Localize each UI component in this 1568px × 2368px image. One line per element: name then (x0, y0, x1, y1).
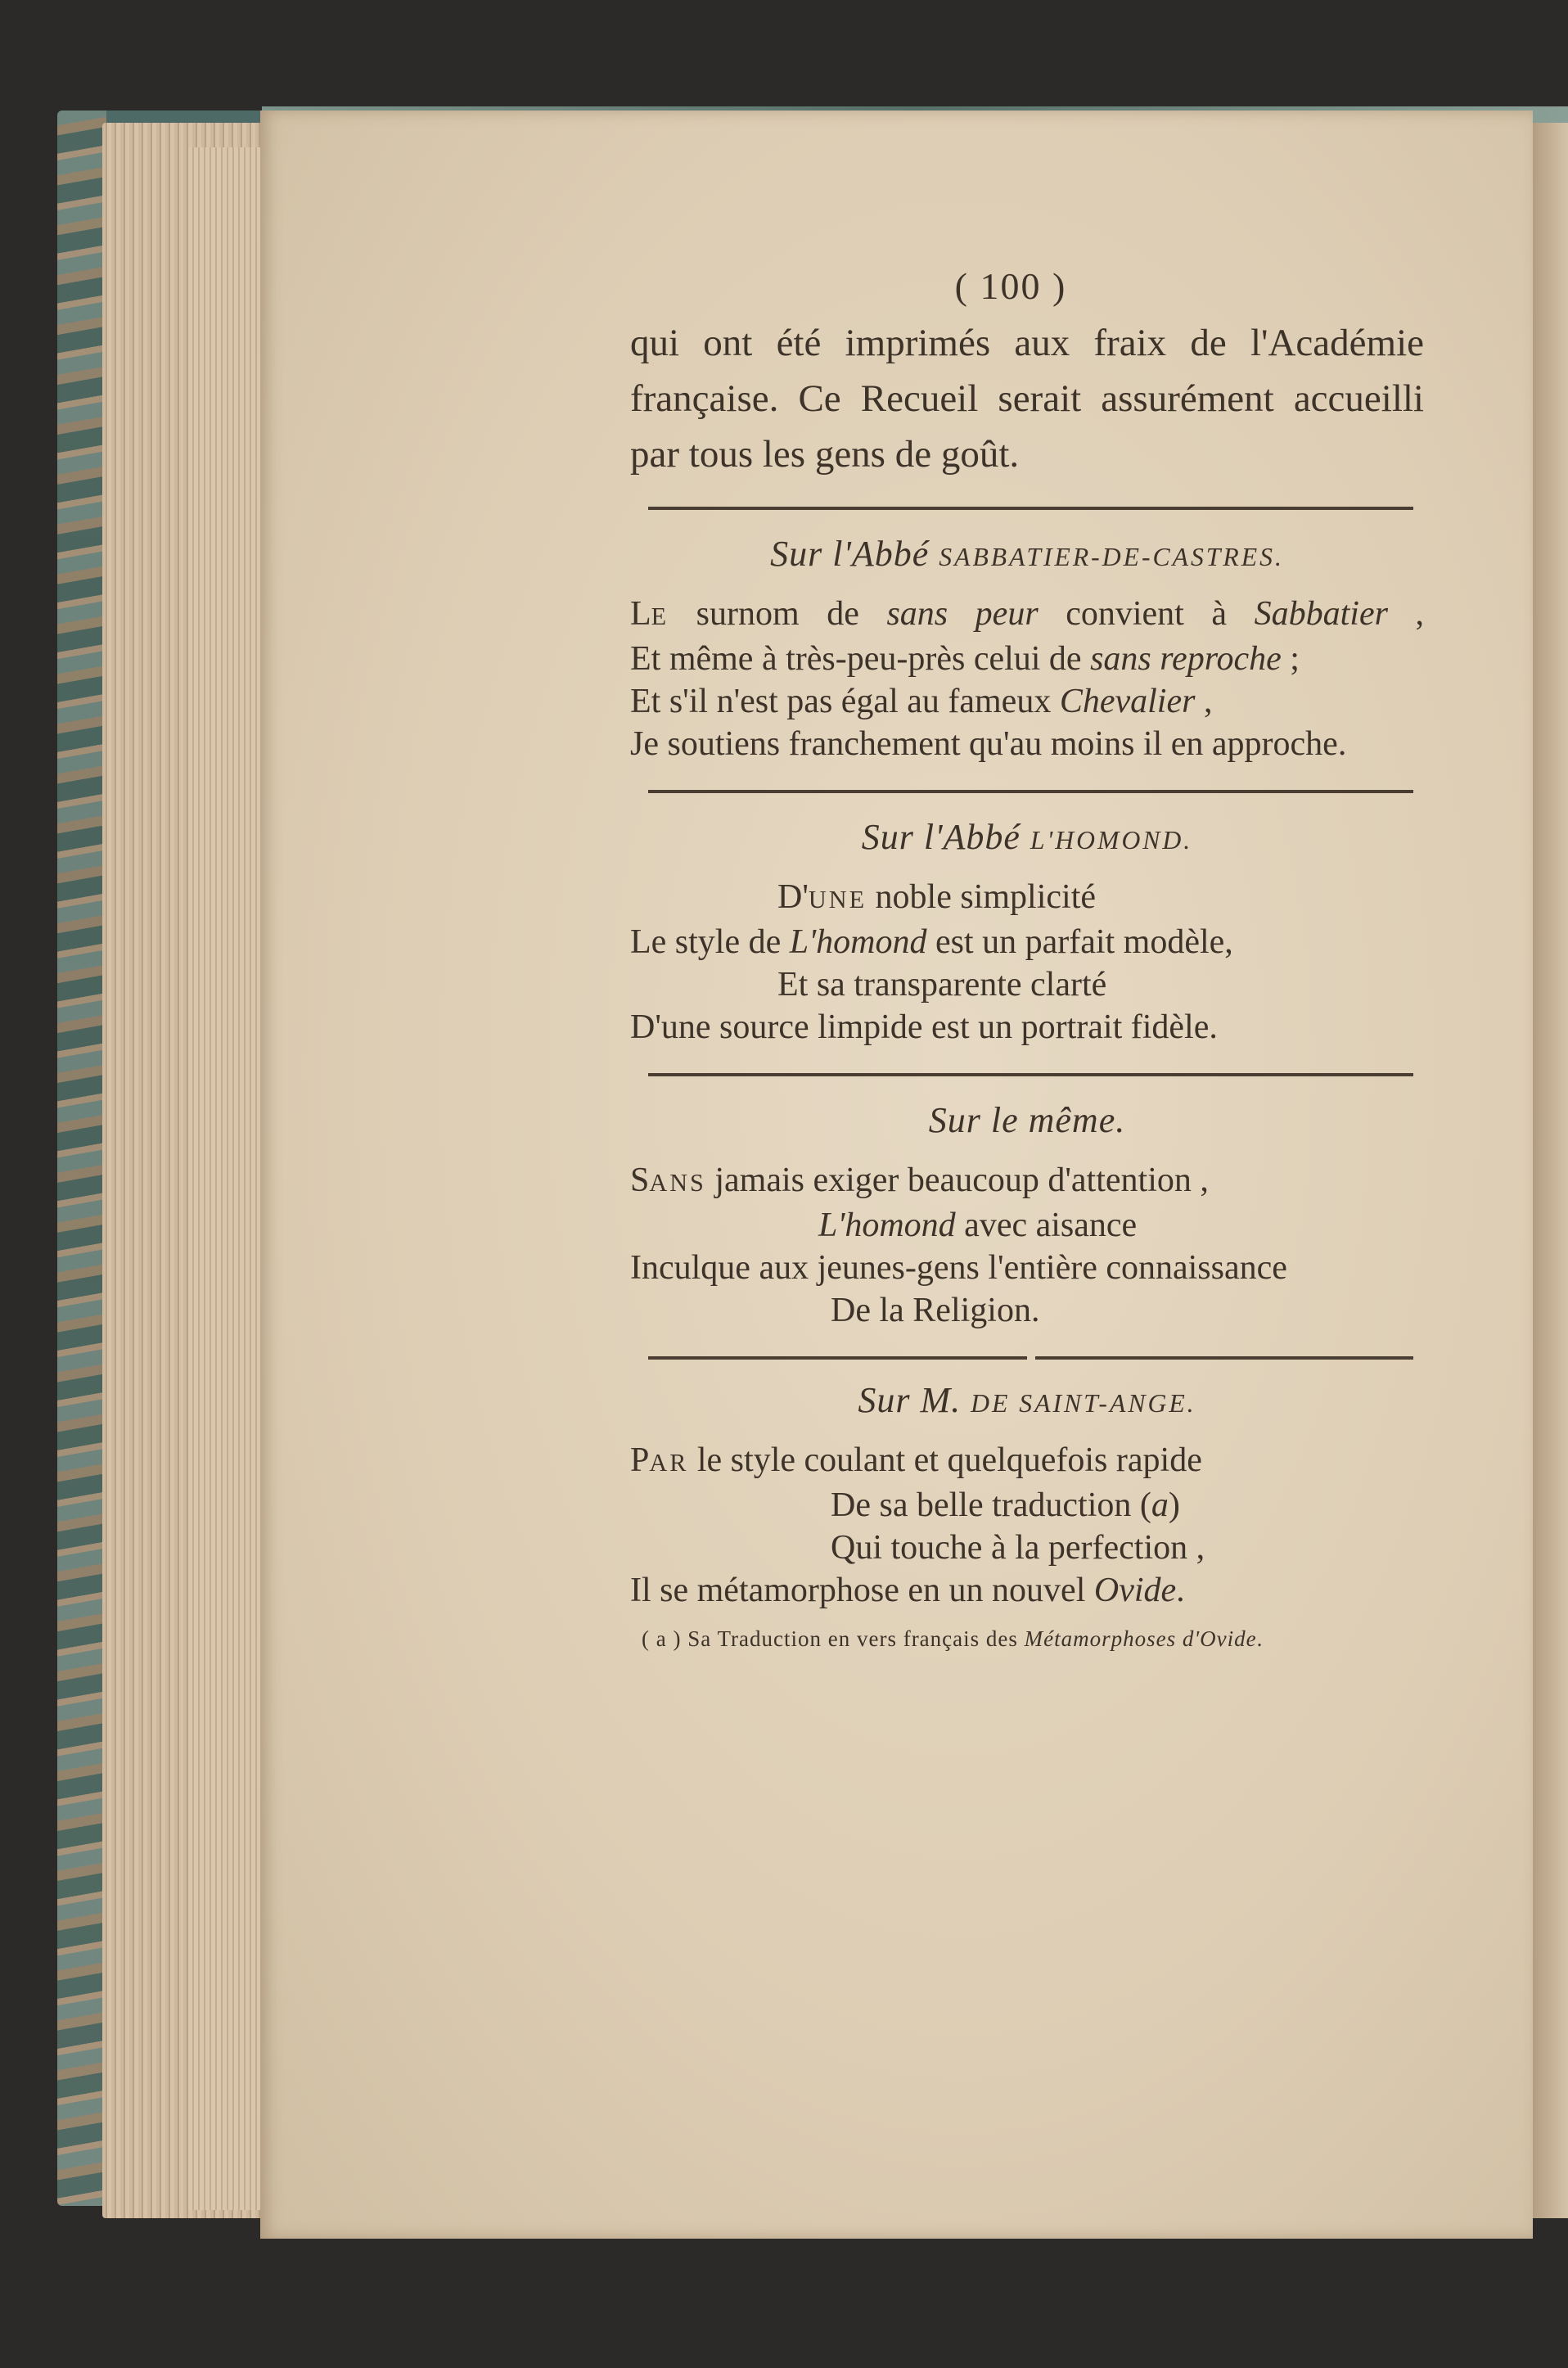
verse-line: SANS jamais exiger beaucoup d'attention , (630, 1161, 1209, 1199)
verse-line: L'homond avec aisance (818, 1207, 1138, 1244)
verse-line: Inculque aux jeunes-gens l'entière connaissance (630, 1249, 1287, 1287)
prose-paragraph (630, 315, 1424, 482)
verse-line: D'une source limpide est un portrait fidèle. (630, 1008, 1218, 1046)
verse-line: Et s'il n'est pas égal au fameux Chevalier , (630, 683, 1213, 720)
verse-line: Je soutiens franchement qu'au moins il en approche. (630, 725, 1347, 763)
section-divider (648, 790, 1413, 793)
facing-page-edge (1533, 123, 1568, 2218)
section-heading: Sur l'Abbé L'HOMOND. (861, 817, 1193, 857)
poem (630, 1439, 1424, 1612)
page-content (630, 258, 1424, 1652)
verse-line: Qui touche à la perfection , (831, 1529, 1205, 1567)
verse-line: PAR le style coulant et quelquefois rapide (630, 1441, 1202, 1479)
verse-line: Et même à très-peu-près celui de sans reproche ; (630, 640, 1300, 678)
prose-line: par tous les gens de goût. (630, 433, 1020, 476)
verse-line: De la Religion. (831, 1292, 1040, 1329)
prose-line: qui ont été imprimés aux fraix de l'Académie (630, 322, 1424, 364)
poem (630, 1159, 1424, 1332)
verse-line: De sa belle traduction (a) (831, 1486, 1180, 1524)
section-heading: Sur M. DE SAINT-ANGE. (858, 1380, 1196, 1420)
verse-line: Et sa transparente clarté (777, 966, 1107, 1004)
footnote: ( a ) Sa Traduction en vers français des Métamorphoses d'Ovide. (642, 1626, 1264, 1651)
poem (630, 876, 1424, 1049)
section-heading: Sur l'Abbé SABBATIER-DE-CASTRES. (770, 534, 1284, 574)
page-number: ( 100 ) (954, 265, 1067, 307)
section-divider (648, 1073, 1413, 1076)
section-heading: Sur le même. (928, 1100, 1126, 1140)
prose-line: française. Ce Recueil serait assurément accueilli (630, 377, 1424, 420)
section-divider (648, 507, 1413, 510)
poem (630, 593, 1424, 765)
verse-line: LE surnom de sans peur convient à Sabbatier , (630, 595, 1424, 633)
verse-line: Le style de L'homond est un parfait modèle, (630, 923, 1233, 961)
verse-line: Il se métamorphose en un nouvel Ovide. (630, 1572, 1185, 1609)
verse-line: D'UNE noble simplicité (777, 878, 1096, 916)
